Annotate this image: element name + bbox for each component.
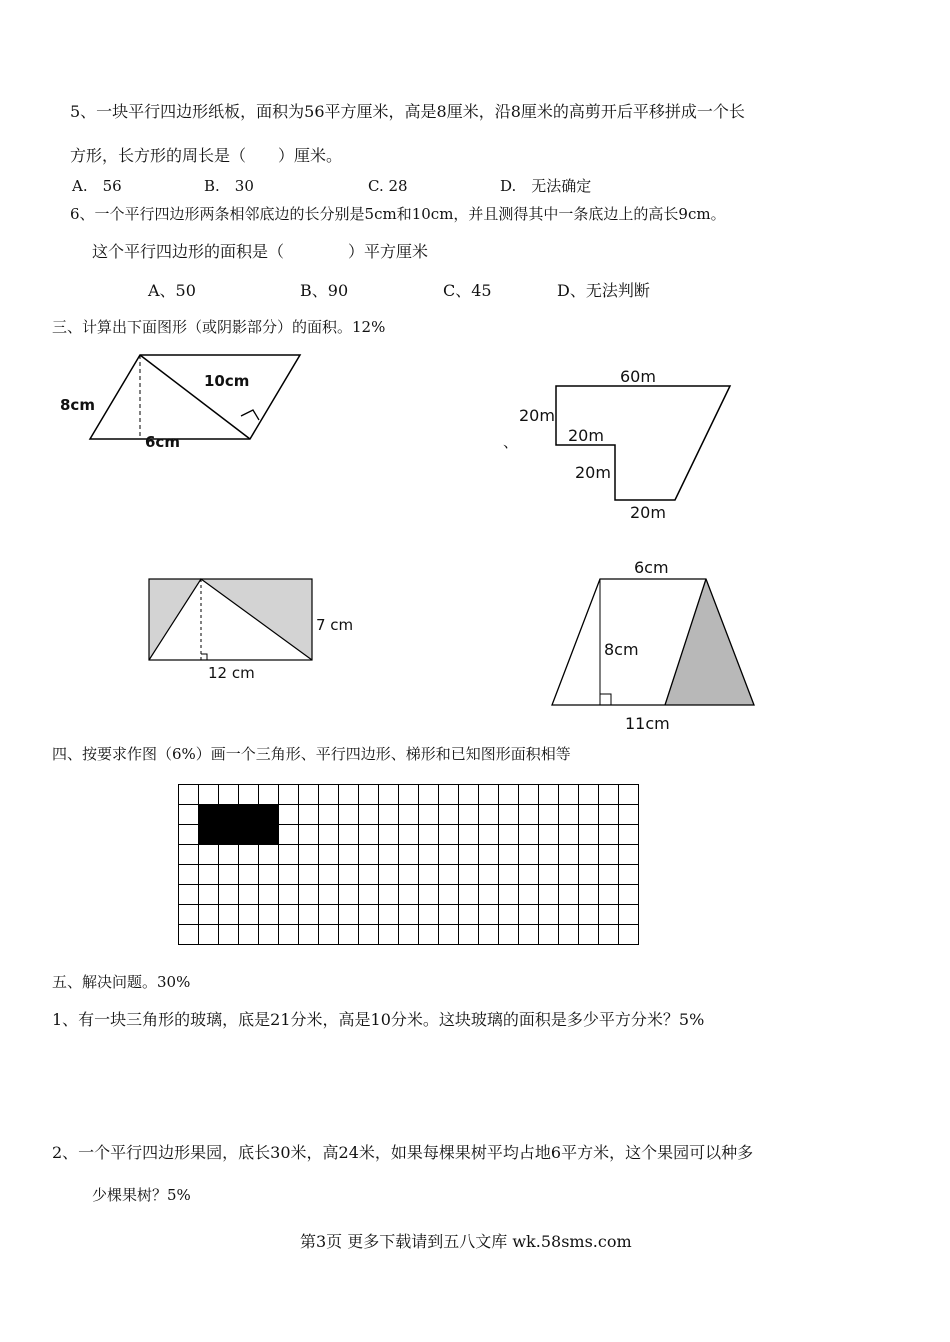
grid-cell <box>439 905 459 925</box>
grid-cell <box>319 805 339 825</box>
grid-cell <box>399 825 419 845</box>
grid-cell <box>379 825 399 845</box>
grid-cell <box>279 905 299 925</box>
grid-cell <box>219 785 239 805</box>
grid-cell <box>279 825 299 845</box>
grid-cell <box>179 845 199 865</box>
grid-cell <box>479 825 499 845</box>
grid-cell <box>479 905 499 925</box>
fig4-label-top: 6cm <box>634 558 669 577</box>
grid-cell <box>459 805 479 825</box>
grid-cell <box>279 925 299 945</box>
grid-cell <box>419 865 439 885</box>
grid-cell <box>259 825 279 845</box>
grid-cell <box>179 825 199 845</box>
grid-cell <box>579 885 599 905</box>
grid-cell <box>519 925 539 945</box>
grid-cell <box>279 885 299 905</box>
grid-cell <box>459 925 479 945</box>
grid-cell <box>419 885 439 905</box>
grid-cell <box>359 845 379 865</box>
grid-cell <box>179 805 199 825</box>
grid-cell <box>319 885 339 905</box>
grid-cell <box>559 885 579 905</box>
q5-option-b: B. 30 <box>204 177 254 195</box>
grid-cell <box>239 865 259 885</box>
grid-cell <box>479 845 499 865</box>
grid-cell <box>299 845 319 865</box>
grid-cell <box>179 785 199 805</box>
problem-2-line2: 少棵果树？5% <box>92 1186 191 1204</box>
grid-cell <box>459 845 479 865</box>
grid-cell <box>199 865 219 885</box>
grid-cell <box>379 805 399 825</box>
grid-cell <box>339 905 359 925</box>
grid-cell <box>219 825 239 845</box>
grid-cell <box>359 805 379 825</box>
section5-title: 五、解决问题。30% <box>52 973 191 991</box>
grid-cell <box>559 925 579 945</box>
grid-cell <box>179 865 199 885</box>
fig2-mark: 、 <box>503 433 519 451</box>
fig1-label-diag: 10cm <box>204 372 250 390</box>
grid-cell <box>539 805 559 825</box>
grid-cell <box>299 885 319 905</box>
grid-cell <box>319 785 339 805</box>
grid-cell <box>259 845 279 865</box>
grid-cell <box>439 825 459 845</box>
grid-cell <box>599 905 619 925</box>
grid-cell <box>379 865 399 885</box>
q5-line2: 方形，长方形的周长是（ ）厘米。 <box>70 146 343 165</box>
grid-cell <box>379 925 399 945</box>
grid-cell <box>619 785 639 805</box>
grid-cell <box>439 785 459 805</box>
grid-cell <box>419 845 439 865</box>
grid-cell <box>459 885 479 905</box>
grid-cell <box>339 845 359 865</box>
grid-cell <box>259 785 279 805</box>
grid-cell <box>559 865 579 885</box>
q5-option-c: C. 28 <box>368 177 408 195</box>
grid-cell <box>599 825 619 845</box>
grid-cell <box>199 845 219 865</box>
fig4-label-height: 8cm <box>604 640 639 659</box>
q6-option-b: B、90 <box>300 281 349 300</box>
grid-cell <box>459 825 479 845</box>
grid-cell <box>279 805 299 825</box>
grid-cell <box>219 885 239 905</box>
grid-cell <box>579 865 599 885</box>
grid-cell <box>599 925 619 945</box>
grid-row <box>179 885 639 905</box>
grid-cell <box>499 845 519 865</box>
grid-cell <box>299 785 319 805</box>
grid-cell <box>519 865 539 885</box>
grid-cell <box>199 905 219 925</box>
grid-cell <box>519 845 539 865</box>
grid-cell <box>559 825 579 845</box>
grid-cell <box>419 905 439 925</box>
grid-cell <box>499 925 519 945</box>
problem-2-line1: 2、一个平行四边形果园，底长30米，高24米，如果每棵果树平均占地6平方米，这个果园可以种多 <box>52 1143 754 1162</box>
section3-title: 三、计算出下面图形（或阴影部分）的面积。12% <box>52 318 386 336</box>
grid-cell <box>499 825 519 845</box>
grid-cell <box>539 905 559 925</box>
grid-cell <box>219 925 239 945</box>
grid-cell <box>179 905 199 925</box>
grid-cell <box>539 845 559 865</box>
grid-cell <box>519 885 539 905</box>
grid-cell <box>339 865 359 885</box>
grid-cell <box>439 925 459 945</box>
fig4-label-bottom: 11cm <box>625 714 670 733</box>
grid-cell <box>539 925 559 945</box>
grid-cell <box>559 905 579 925</box>
grid-cell <box>379 785 399 805</box>
grid-cell <box>419 825 439 845</box>
grid-cell <box>359 865 379 885</box>
grid-cell <box>259 805 279 825</box>
right-angle-marker-3 <box>600 694 611 705</box>
grid-cell <box>419 925 439 945</box>
grid-cell <box>499 865 519 885</box>
grid-cell <box>419 785 439 805</box>
grid-cell <box>239 785 259 805</box>
grid-cell <box>619 805 639 825</box>
grid-cell <box>459 905 479 925</box>
grid-cell <box>619 845 639 865</box>
grid-cell <box>519 785 539 805</box>
grid-cell <box>599 885 619 905</box>
section4-title: 四、按要求作图（6%）画一个三角形、平行四边形、梯形和已知图形面积相等 <box>52 745 571 763</box>
grid-cell <box>579 925 599 945</box>
grid-cell <box>439 885 459 905</box>
grid-row <box>179 825 639 845</box>
grid-cell <box>239 825 259 845</box>
grid-cell <box>379 885 399 905</box>
grid-cell <box>359 925 379 945</box>
grid-cell <box>379 905 399 925</box>
grid-cell <box>499 805 519 825</box>
grid-cell <box>339 925 359 945</box>
grid-cell <box>599 845 619 865</box>
grid-cell <box>199 825 219 845</box>
grid-cell <box>559 845 579 865</box>
grid-cell <box>619 865 639 885</box>
grid-cell <box>359 785 379 805</box>
grid-cell <box>479 865 499 885</box>
grid-cell <box>619 885 639 905</box>
grid-cell <box>619 925 639 945</box>
q6-line1: 6、一个平行四边形两条相邻底边的长分别是5cm和10cm，并且测得其中一条底边上的高长9cm。 <box>70 205 726 223</box>
fig1-label-side: 8cm <box>60 396 95 414</box>
grid-cell <box>219 805 239 825</box>
grid-cell <box>539 885 559 905</box>
grid-cell <box>599 805 619 825</box>
grid-cell <box>459 865 479 885</box>
grid-cell <box>359 885 379 905</box>
grid-cell <box>439 805 459 825</box>
grid-cell <box>519 905 539 925</box>
grid-cell <box>299 925 319 945</box>
fig3-label-right: 7 cm <box>316 616 354 634</box>
grid-cell <box>299 905 319 925</box>
grid-cell <box>239 845 259 865</box>
grid-cell <box>359 825 379 845</box>
fig2-label-drop: 20m <box>575 463 611 482</box>
grid-cell <box>439 865 459 885</box>
grid-cell <box>299 825 319 845</box>
grid-cell <box>579 825 599 845</box>
grid-cell <box>579 905 599 925</box>
fig2-label-left: 20m <box>519 406 555 425</box>
grid-cell <box>219 845 239 865</box>
grid-cell <box>279 785 299 805</box>
grid-cell <box>479 805 499 825</box>
grid-cell <box>199 885 219 905</box>
grid-cell <box>259 885 279 905</box>
grid-cell <box>179 885 199 905</box>
grid-cell <box>539 825 559 845</box>
page-footer: 第3页 更多下载请到五八文库 wk.58sms.com <box>300 1232 632 1251</box>
grid-cell <box>599 785 619 805</box>
grid-cell <box>199 785 219 805</box>
grid-cell <box>239 885 259 905</box>
grid-cell <box>599 865 619 885</box>
grid-cell <box>519 825 539 845</box>
grid-cell <box>279 845 299 865</box>
grid-cell <box>339 805 359 825</box>
grid-cell <box>379 845 399 865</box>
grid-cell <box>439 845 459 865</box>
q5-line1: 5、一块平行四边形纸板，面积为56平方厘米，高是8厘米，沿8厘米的高剪开后平移拼成一个长 <box>70 102 745 121</box>
q6-option-a: A、50 <box>148 281 196 300</box>
grid-cell <box>239 925 259 945</box>
q6-option-d: D、无法判断 <box>557 281 650 300</box>
grid-cell <box>619 825 639 845</box>
grid-cell <box>319 865 339 885</box>
q5-option-d: D. 无法确定 <box>500 177 592 195</box>
grid-cell <box>399 865 419 885</box>
q6-line2: 这个平行四边形的面积是（ ）平方厘米 <box>92 242 429 261</box>
grid-cell <box>359 905 379 925</box>
grid-cell <box>299 865 319 885</box>
grid-cell <box>199 805 219 825</box>
grid-cell <box>239 905 259 925</box>
grid-cell <box>579 805 599 825</box>
grid-row <box>179 805 639 825</box>
grid-cell <box>399 805 419 825</box>
grid-row <box>179 925 639 945</box>
grid-cell <box>319 925 339 945</box>
grid-cell <box>499 905 519 925</box>
grid-cell <box>399 885 419 905</box>
grid-cell <box>479 785 499 805</box>
grid-cell <box>579 785 599 805</box>
grid-cell <box>219 865 239 885</box>
grid-cell <box>499 785 519 805</box>
grid-cell <box>199 925 219 945</box>
grid-cell <box>579 845 599 865</box>
grid-cell <box>559 805 579 825</box>
grid-cell <box>519 805 539 825</box>
grid-cell <box>619 905 639 925</box>
grid-row <box>179 905 639 925</box>
right-angle-marker <box>241 410 259 420</box>
grid-cell <box>179 925 199 945</box>
grid-cell <box>279 865 299 885</box>
fig2-label-bottom: 20m <box>630 503 666 522</box>
q6-option-c: C、45 <box>443 281 492 300</box>
grid-cell <box>339 825 359 845</box>
grid-cell <box>399 845 419 865</box>
grid-cell <box>559 785 579 805</box>
grid-cell <box>319 905 339 925</box>
grid-cell <box>419 805 439 825</box>
grid-cell <box>339 785 359 805</box>
grid-cell <box>219 905 239 925</box>
grid-cell <box>259 925 279 945</box>
grid-row <box>179 865 639 885</box>
grid-cell <box>479 925 499 945</box>
grid-cell <box>539 865 559 885</box>
grid-cell <box>339 885 359 905</box>
parallelogram-diagonal <box>140 355 250 439</box>
grid-row <box>179 785 639 805</box>
grid-cell <box>319 845 339 865</box>
q5-option-a: A. 56 <box>72 177 122 195</box>
grid-cell <box>259 865 279 885</box>
grid-cell <box>319 825 339 845</box>
fig2-label-top: 60m <box>620 367 656 386</box>
grid-cell <box>539 785 559 805</box>
fig1-label-base: 6cm <box>145 433 180 451</box>
grid-row <box>179 845 639 865</box>
grid-cell <box>499 885 519 905</box>
fig2-label-step: 20m <box>568 426 604 445</box>
grid-cell <box>459 785 479 805</box>
grid-cell <box>299 805 319 825</box>
grid-cell <box>399 905 419 925</box>
grid-cell <box>399 785 419 805</box>
shaded-triangle <box>665 579 754 705</box>
grid-cell <box>239 805 259 825</box>
fig3-label-bottom: 12 cm <box>208 664 255 682</box>
grid-cell <box>479 885 499 905</box>
problem-1: 1、有一块三角形的玻璃，底是21分米，高是10分米。这块玻璃的面积是多少平方分米？5% <box>52 1010 705 1029</box>
drawing-grid <box>178 784 639 945</box>
grid-cell <box>399 925 419 945</box>
grid-cell <box>259 905 279 925</box>
